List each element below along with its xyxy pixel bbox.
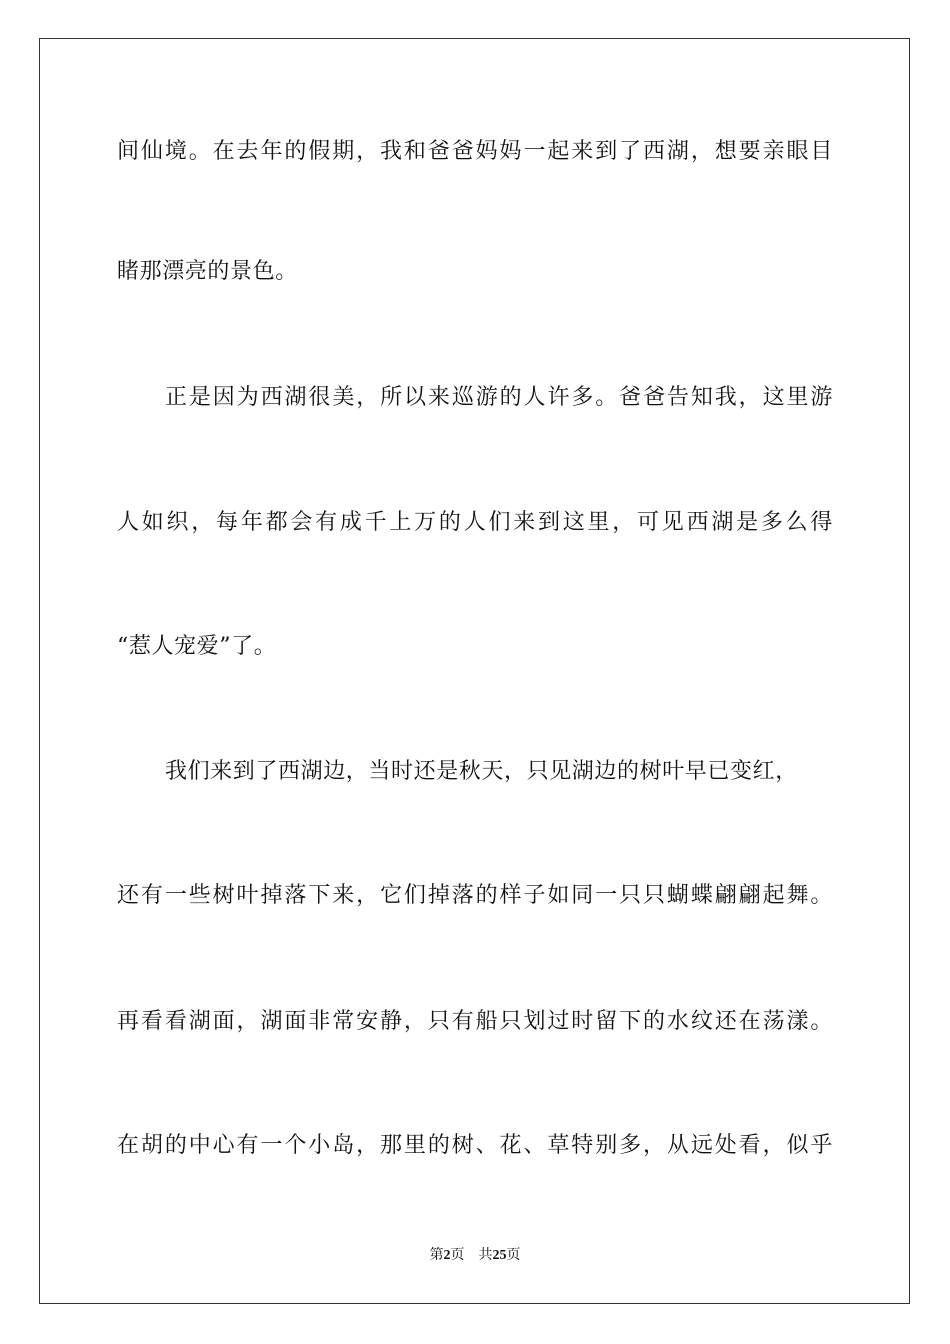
total-pages: 25 [492,1248,507,1263]
paragraph-line-6: 我们来到了西湖边，当时还是秋天，只见湖边的树叶早已变红， [165,759,798,784]
paragraph-line-7: 还有一些树叶掉落下来，它们掉落的样子如同一只只蝴蝶翩翩起舞。 [117,883,833,908]
page-prefix: 第 [429,1247,444,1263]
paragraph-line-1: 间仙境。在去年的假期，我和爸爸妈妈一起来到了西湖，想要亲眼目 [117,139,833,164]
paragraph-line-4: 人如织，每年都会有成千上万的人们来到这里，可见西湖是多么得 [117,510,833,535]
page-suffix: 页 [450,1247,465,1263]
paragraph-line-8: 再看看湖面，湖面非常安静，只有船只划过时留下的水纹还在荡漾。 [117,1009,833,1034]
page-number: 2 [443,1248,451,1263]
paragraph-line-3: 正是因为西湖很美，所以来巡游的人许多。爸爸告知我，这里游 [165,385,833,410]
paragraph-line-9: 在胡的中心有一个小岛，那里的树、花、草特别多，从远处看，似乎 [117,1133,833,1158]
page-border [39,38,910,1304]
total-prefix: 共 [478,1247,493,1263]
total-suffix: 页 [506,1247,521,1263]
paragraph-line-2: 睹那漂亮的景色。 [117,259,298,284]
page-footer [0,1246,950,1265]
paragraph-line-5: “惹人宠爱”了。 [117,634,277,659]
